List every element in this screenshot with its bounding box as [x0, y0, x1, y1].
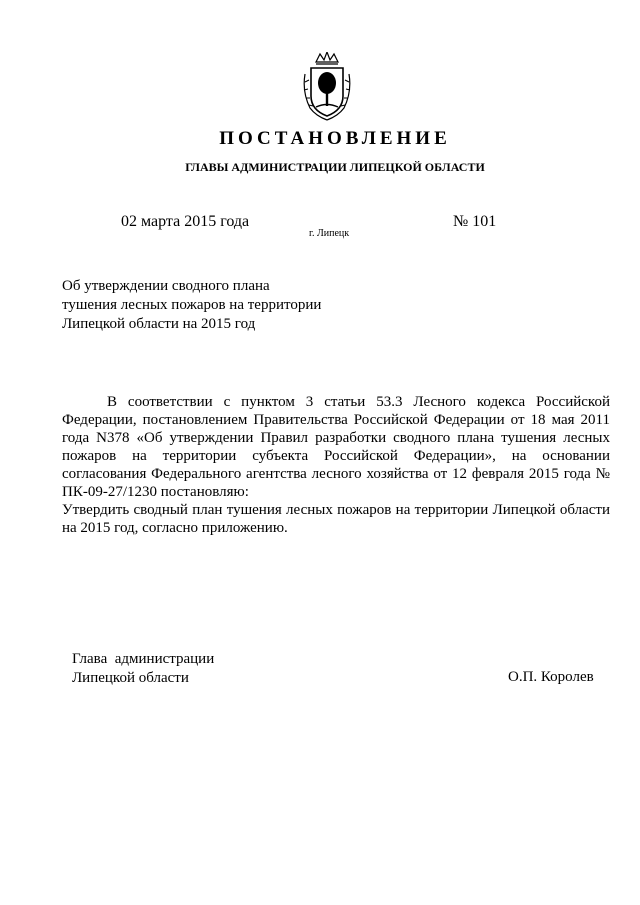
- body-paragraph: Утвердить сводный план тушения лесных пожаров на территории Липецкой области на 2015 год, согласно приложению.: [62, 502, 610, 536]
- document-body: [62, 393, 610, 537]
- signature-position-line: Глава администрации: [72, 651, 215, 667]
- document-title: ПОСТАНОВЛЕНИЕ: [219, 128, 451, 149]
- signature-name: О.П. Королев: [508, 669, 594, 685]
- coat-of-arms-icon: [302, 52, 352, 124]
- subject-line: тушения лесных пожаров на территории: [62, 297, 322, 313]
- document-number: № 101: [453, 213, 497, 230]
- document-city: г. Липецк: [309, 228, 350, 239]
- subject-line: Липецкой области на 2015 год: [62, 316, 256, 332]
- subject-line: Об утверждении сводного плана: [62, 278, 270, 294]
- document-subtitle: ГЛАВЫ АДМИНИСТРАЦИИ ЛИПЕЦКОЙ ОБЛАСТИ: [185, 160, 485, 174]
- signature-position-line: Липецкой области: [72, 670, 189, 686]
- body-paragraph: В соответствии с пунктом 3 статьи 53.3 Лесного кодекса Российской Федерации, постановлением Правительства Российской Федерации от 18 мая 2011 года N378 «Об утверждении Правил разработки сводного плана тушения лесных пожаров на территории субъекта Российской Федерации», на основании согласования Федерального агентства лесного хозяйства от 12 февраля 2015 года № ПК-09-27/1230 постановляю:: [62, 394, 610, 500]
- document-date: 02 марта 2015 года: [121, 213, 250, 230]
- signature-position: [72, 650, 214, 688]
- document-subject: [62, 277, 321, 334]
